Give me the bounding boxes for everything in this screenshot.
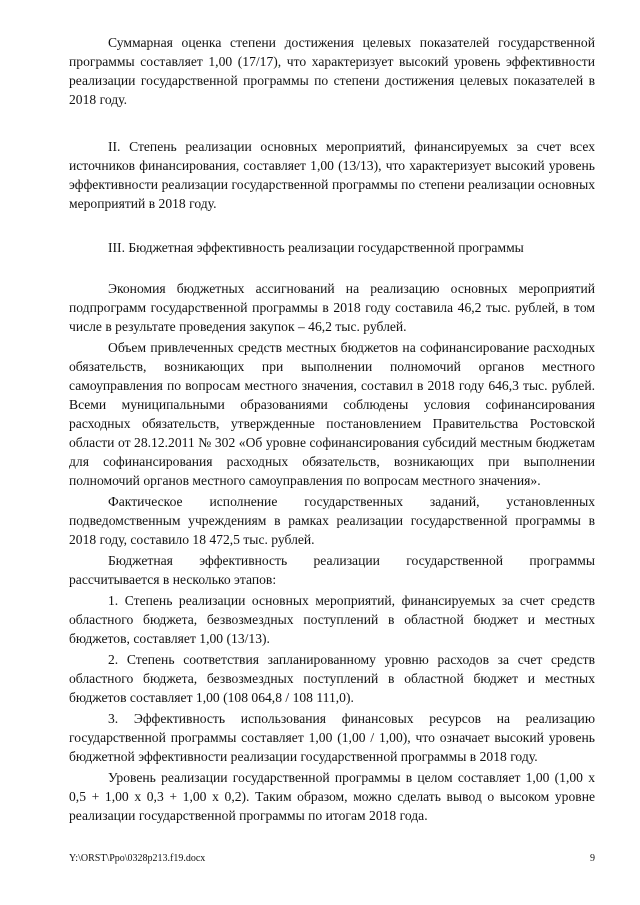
page-number: 9 [590,853,595,864]
section-heading-3: III. Бюджетная эффективность реализации государственной программы [108,240,524,255]
paragraph-section-2: II. Степень реализации основных мероприятий, финансируемых за счет всех источников финансирования, составляет 1,00 (13/13), что характеризует высокий уровень эффективности реализации государственной программы по степени реализации основных мероприятий в 2018 году. [69,139,595,211]
paragraph-budget-savings: Экономия бюджетных ассигнований на реализацию основных мероприятий подпрограмм государственной программы в 2018 году составила 46,2 тыс. рублей, в том числе в результате проведения закупок – 46,2 тыс. рублей. [69,281,595,334]
paragraph-local-budgets: Объем привлеченных средств местных бюджетов на софинансирование расходных обязательств, возникающих при выполнении полномочий органов местного самоуправления по вопросам местного значения, составил в 2018 году 646,3 тыс. рублей. Всеми муниципальными образованиями соблюдены условия софинансирования расходных обязательств, утвержденные постановлением Правительства Ростовской области от 28.12.2011 № 302 «Об уровне софинансирования субсидий местным бюджетам для софинансирования расходных обязательств, возникающих при выполнении полномочий органов местного самоуправления по вопросам местного значения». [69,340,595,488]
paragraph-state-assignments: Фактическое исполнение государственных заданий, установленных подведомственным учреждениям в рамках реализации государственной программы в 2018 году, составило 18 472,5 тыс. рублей. [69,494,595,547]
paragraph-budget-efficiency: Бюджетная эффективность реализации государственной программы рассчитывается в несколько этапов: [69,553,595,587]
document-body [69,33,595,825]
list-item-3: 3. Эффективность использования финансовых ресурсов на реализацию государственной программы составляет 1,00 (1,00 / 1,00), что означает высокий уровень бюджетной эффективности реализации государственной программы в 2018 году. [69,711,595,764]
list-item-1: 1. Степень реализации основных мероприятий, финансируемых за счет средств областного бюджета, безвозмездных поступлений в областной бюджет и местных бюджетов, составляет 1,00 (13/13). [69,593,595,646]
paragraph-conclusion: Уровень реализации государственной программы в целом составляет 1,00 (1,00 х 0,5 + 1,00 х 0,3 + 1,00 х 0,2). Таким образом, можно сделать вывод о высоком уровне реализации государственной программы по итогам 2018 года. [69,770,595,823]
paragraph-target-indicators: Суммарная оценка степени достижения целевых показателей государственной программы составляет 1,00 (17/17), что характеризует высокий уровень эффективности реализации государственной программы по степени достижения целевых показателей в 2018 году. [69,35,595,107]
list-item-2: 2. Степень соответствия запланированному уровню расходов за счет средств областного бюджета, безвозмездных поступлений в областной бюджет и местных бюджетов составляет 1,00 (108 064,8 / 108 111,0). [69,652,595,705]
footer-file-path: Y:\ORST\Ppo\0328p213.f19.docx [69,853,206,864]
page-footer [69,853,595,865]
